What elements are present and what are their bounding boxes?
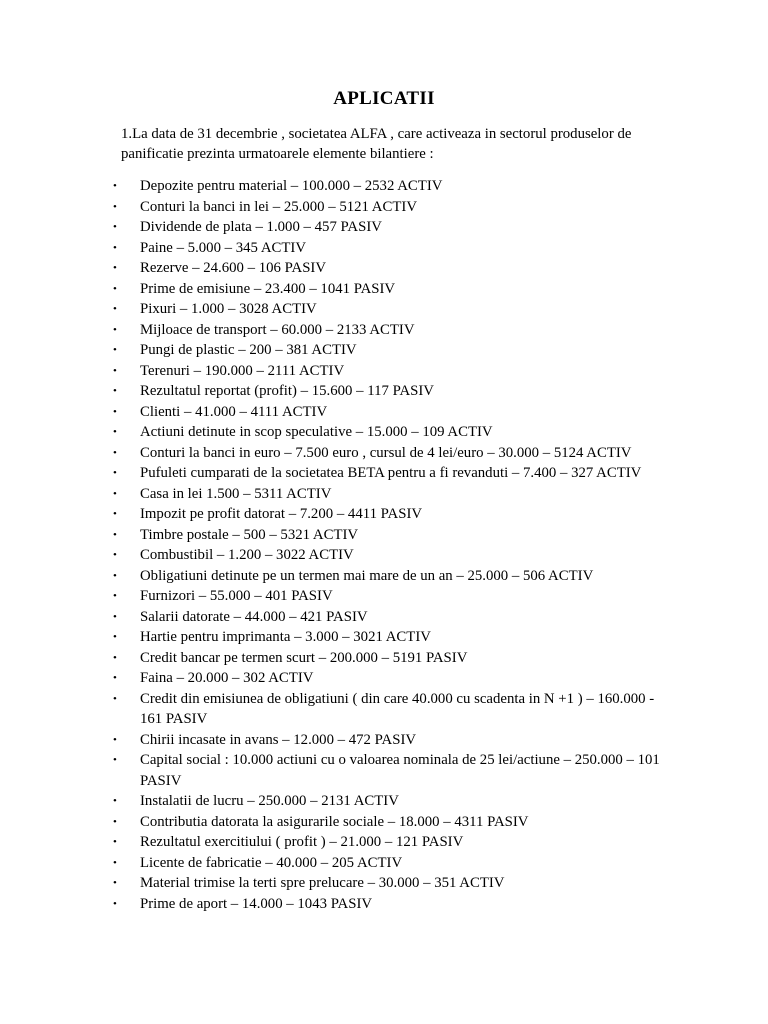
list-item	[0, 750, 768, 791]
list-item	[0, 566, 768, 587]
bullet-icon: •	[113, 323, 117, 336]
list-item-text: Conturi la banci in euro – 7.500 euro , cursul de 4 lei/euro – 30.000 – 5124 ACTIV	[140, 444, 632, 461]
bullet-icon: •	[113, 405, 117, 418]
list-item	[0, 299, 768, 320]
list-item-text: Pufuleti cumparati de la societatea BETA pentru a fi revanduti – 7.400 – 327 ACTIV	[140, 465, 642, 481]
list-item	[0, 873, 768, 894]
list-item	[0, 402, 768, 423]
bullet-icon: •	[113, 241, 117, 254]
bullet-icon: •	[113, 897, 117, 910]
list-item-text: Rezultatul reportat (profit) – 15.600 – 117 PASIV	[140, 383, 434, 399]
list-item	[0, 463, 768, 484]
bullet-icon: •	[113, 303, 117, 315]
list-item	[0, 258, 768, 279]
list-item-text: Obligatiuni detinute pe un termen mai mare de un an – 25.000 – 506 ACTIV	[140, 567, 594, 584]
list-item-text: Mijloace de transport – 60.000 – 2133 ACTIV	[140, 321, 415, 338]
list-item	[0, 607, 768, 628]
list-item-text: Prime de aport – 14.000 – 1043 PASIV	[140, 895, 373, 912]
bullet-icon: •	[113, 692, 117, 705]
list-item-text: Faina – 20.000 – 302 ACTIV	[140, 670, 314, 686]
list-item	[0, 443, 768, 464]
list-item	[0, 894, 768, 915]
list-item-text: Contributia datorata la asigurarile sociale – 18.000 – 4311 PASIV	[140, 813, 529, 830]
bullet-icon: •	[113, 672, 117, 684]
list-item-text: Chirii incasate in avans – 12.000 – 472 PASIV	[140, 731, 417, 748]
bullet-icon: •	[113, 200, 117, 213]
list-item-text: Impozit pe profit datorat – 7.200 – 4411 PASIV	[140, 506, 423, 522]
list-item-text: Instalatii de lucru – 250.000 – 2131 ACTIV	[140, 793, 399, 809]
bullet-icon: •	[113, 569, 117, 582]
bullet-icon: •	[113, 815, 117, 828]
list-item-text: Combustibil – 1.200 – 3022 ACTIV	[140, 547, 354, 563]
list-item-text: Credit bancar pe termen scurt – 200.000 – 5191 PASIV	[140, 649, 468, 666]
list-item-text: Licente de fabricatie – 40.000 – 205 ACTIV	[140, 854, 403, 871]
list-item-text: Timbre postale – 500 – 5321 ACTIV	[140, 526, 359, 543]
bullet-icon: •	[113, 446, 117, 459]
list-item-text: Material trimise la terti spre prelucare – 30.000 – 351 ACTIV	[140, 875, 505, 891]
list-item	[0, 853, 768, 874]
balance-items-list	[0, 176, 768, 914]
list-item-text: Hartie pentru imprimanta – 3.000 – 3021 ACTIV	[140, 629, 431, 645]
list-item-text: Dividende de plata – 1.000 – 457 PASIV	[140, 219, 382, 235]
bullet-icon: •	[113, 754, 117, 766]
list-item	[0, 832, 768, 853]
intro-paragraph: 1.La data de 31 decembrie , societatea ALFA , care activeaza in sectorul produselor de panificatie prezinta urmatoarele elemente bilantiere :	[121, 126, 632, 162]
list-item-text: Prime de emisiune – 23.400 – 1041 PASIV	[140, 280, 396, 297]
list-item	[0, 730, 768, 751]
list-item	[0, 381, 768, 402]
list-item	[0, 689, 768, 730]
list-item	[0, 648, 768, 669]
list-item-text: Furnizori – 55.000 – 401 PASIV	[140, 588, 333, 604]
list-item	[0, 525, 768, 546]
bullet-icon: •	[113, 426, 117, 438]
list-item	[0, 812, 768, 833]
list-item-text: Credit din emisiunea de obligatiuni ( din care 40.000 cu scadenta in N +1 ) – 160.000 - 161 PASIV	[140, 690, 655, 727]
bullet-icon: •	[113, 487, 117, 500]
list-item	[0, 586, 768, 607]
bullet-icon: •	[113, 180, 117, 192]
bullet-icon: •	[113, 385, 117, 397]
bullet-icon: •	[113, 856, 117, 869]
bullet-icon: •	[113, 610, 117, 623]
list-item	[0, 279, 768, 300]
bullet-icon: •	[113, 221, 117, 233]
list-item-text: Terenuri – 190.000 – 2111 ACTIV	[140, 362, 345, 379]
bullet-icon: •	[113, 877, 117, 889]
list-item	[0, 361, 768, 382]
list-item	[0, 197, 768, 218]
list-item	[0, 217, 768, 238]
bullet-icon: •	[113, 795, 117, 807]
bullet-icon: •	[113, 508, 117, 520]
list-item-text: Casa in lei 1.500 – 5311 ACTIV	[140, 485, 332, 502]
bullet-icon: •	[113, 590, 117, 602]
list-item	[0, 545, 768, 566]
list-item-text: Paine – 5.000 – 345 ACTIV	[140, 239, 307, 256]
list-item-text: Pungi de plastic – 200 – 381 ACTIV	[140, 342, 357, 358]
bullet-icon: •	[113, 651, 117, 664]
list-item	[0, 668, 768, 689]
list-item	[0, 422, 768, 443]
bullet-icon: •	[113, 549, 117, 561]
list-item	[0, 176, 768, 197]
list-item-text: Depozite pentru material – 100.000 – 2532 ACTIV	[140, 178, 443, 194]
list-item	[0, 484, 768, 505]
bullet-icon: •	[113, 631, 117, 643]
list-item-text: Conturi la banci in lei – 25.000 – 5121 ACTIV	[140, 198, 418, 215]
list-item-text: Clienti – 41.000 – 4111 ACTIV	[140, 403, 328, 420]
list-item-text: Rezultatul exercitiului ( profit ) – 21.000 – 121 PASIV	[140, 834, 464, 850]
list-item	[0, 320, 768, 341]
list-item	[0, 340, 768, 361]
list-item-text: Salarii datorate – 44.000 – 421 PASIV	[140, 608, 368, 625]
list-item	[0, 238, 768, 259]
list-item-text: Rezerve – 24.600 – 106 PASIV	[140, 260, 327, 276]
list-item	[0, 791, 768, 812]
bullet-icon: •	[113, 836, 117, 848]
list-item-text: Actiuni detinute in scop speculative – 15.000 – 109 ACTIV	[140, 424, 493, 440]
bullet-icon: •	[113, 467, 117, 479]
list-item-text: Capital social : 10.000 actiuni cu o valoarea nominala de 25 lei/actiune – 250.000 – 101 PASIV	[140, 752, 660, 789]
bullet-icon: •	[113, 364, 117, 377]
list-item	[0, 504, 768, 525]
bullet-icon: •	[113, 282, 117, 295]
bullet-icon: •	[113, 344, 117, 356]
list-item	[0, 627, 768, 648]
bullet-icon: •	[113, 262, 117, 274]
bullet-icon: •	[113, 733, 117, 746]
list-item-text: Pixuri – 1.000 – 3028 ACTIV	[140, 301, 317, 317]
page-title: APLICATII	[333, 88, 435, 109]
bullet-icon: •	[113, 528, 117, 541]
